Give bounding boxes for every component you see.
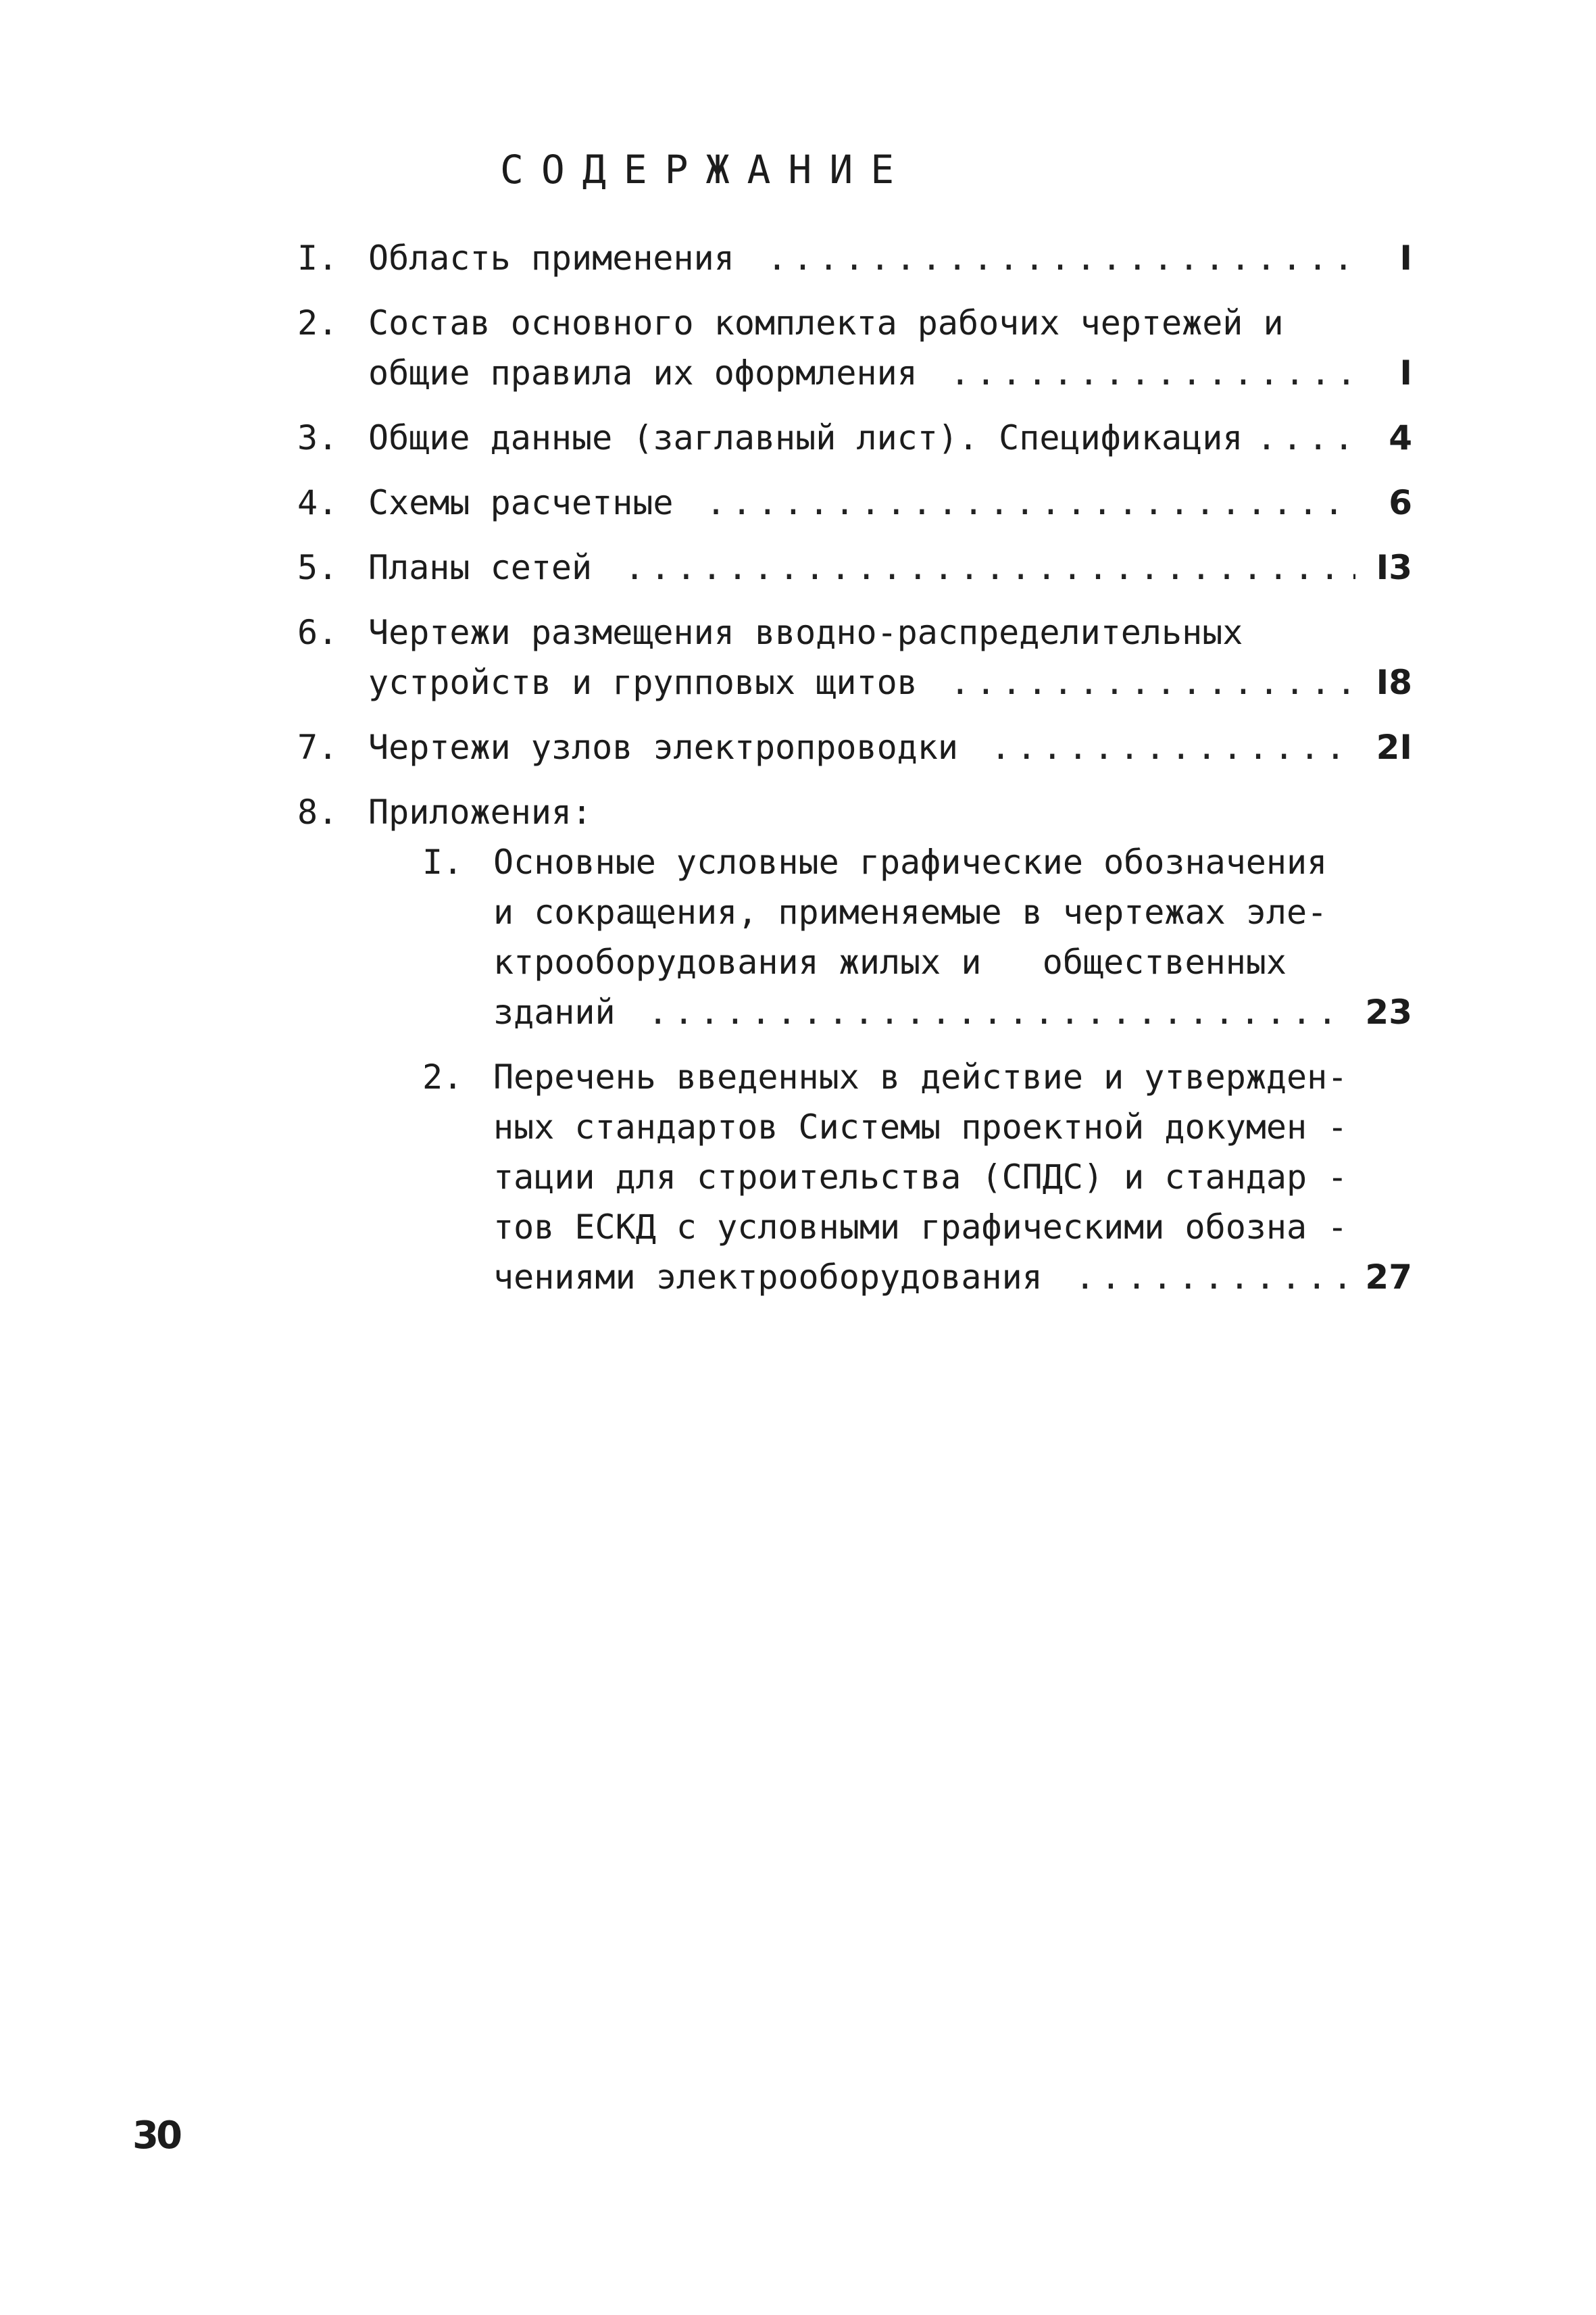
dot-leader [1075, 1252, 1349, 1302]
toc-entry-text: Состав основного комплекта рабочих чертежей и [368, 303, 1284, 343]
toc-entry-number: 8. [297, 793, 339, 832]
toc-entry-number: 2. [297, 303, 339, 343]
toc-page-number: 23 [1365, 993, 1412, 1032]
toc-entry-7 [297, 722, 1412, 772]
toc-appendix-text: ных стандартов Системы проектной докумен - [493, 1107, 1348, 1147]
toc-entry-number: 3. [297, 418, 339, 457]
dot-leader [991, 722, 1355, 772]
toc-entry-text: Общие данные (заглавный лист). Спецификация [368, 418, 1243, 457]
toc-appendix-2 [297, 1052, 1412, 1302]
toc-appendix-number: 2. [422, 1057, 464, 1097]
toc-entry-6 [297, 607, 1412, 707]
toc-page-number: 4 [1389, 418, 1412, 457]
toc-entry-1 [297, 233, 1412, 283]
toc-entry-number: 5. [297, 548, 339, 587]
dot-leader [950, 348, 1355, 398]
toc-page-number: 6 [1389, 483, 1412, 522]
toc-entry-8 [297, 787, 1412, 837]
toc-entry-5 [297, 543, 1412, 593]
dot-leader [767, 233, 1355, 283]
page-title: СОДЕРЖАНИЕ [500, 147, 912, 193]
toc-appendix-text: Перечень введенных в действие и утвержден- [493, 1057, 1348, 1097]
toc-entry-text: Планы сетей [368, 548, 593, 587]
dot-leader [624, 543, 1355, 593]
toc-appendix-text: чениями электрооборудования [493, 1258, 1043, 1297]
toc-entry-text: общие правила их оформления [368, 353, 918, 393]
toc-entry-number: 6. [297, 613, 339, 652]
toc-entry-text: Чертежи узлов электропроводки [368, 728, 958, 767]
toc-entry-text: Область применения [368, 239, 734, 278]
toc-entry-number: I. [297, 239, 339, 278]
toc-appendix-text: ктрооборудования жилых и общественных [493, 943, 1287, 982]
toc-page-number: I [1399, 353, 1412, 393]
dot-leader [706, 478, 1355, 528]
page-number: 30 [132, 2114, 180, 2158]
toc-entry-text: Чертежи размещения вводно-распределительных [368, 613, 1243, 652]
table-of-contents [297, 233, 1412, 1302]
toc-entry-text: Схемы расчетные [368, 483, 674, 522]
toc-entry-4 [297, 478, 1412, 528]
toc-appendix-text: зданий [493, 993, 616, 1032]
toc-appendix-text: Основные условные графические обозначения [493, 843, 1328, 882]
toc-entry-3 [297, 413, 1412, 463]
toc-page-number: I [1399, 239, 1412, 278]
dot-leader [1256, 413, 1355, 463]
toc-appendix-1 [297, 837, 1412, 1037]
toc-entry-number: 7. [297, 728, 339, 767]
toc-appendix-text: тов ЕСКД с условными графическими обозна - [493, 1208, 1348, 1247]
toc-entry-number: 4. [297, 483, 339, 522]
dot-leader [648, 987, 1349, 1037]
toc-appendix-text: тации для строительства (СПДС) и стандар - [493, 1158, 1348, 1197]
toc-appendix-number: I. [422, 843, 464, 882]
toc-page-number: 27 [1365, 1258, 1412, 1297]
toc-entry-text: Приложения: [368, 793, 593, 832]
toc-page-number: I8 [1376, 663, 1412, 702]
dot-leader [950, 657, 1355, 707]
toc-page-number: I3 [1376, 548, 1412, 587]
toc-entry-2 [297, 298, 1412, 398]
toc-page-number: 2I [1376, 728, 1412, 767]
toc-entry-text: устройств и групповых щитов [368, 663, 918, 702]
toc-appendix-text: и сокращения, применяемые в чертежах эле- [493, 893, 1328, 932]
